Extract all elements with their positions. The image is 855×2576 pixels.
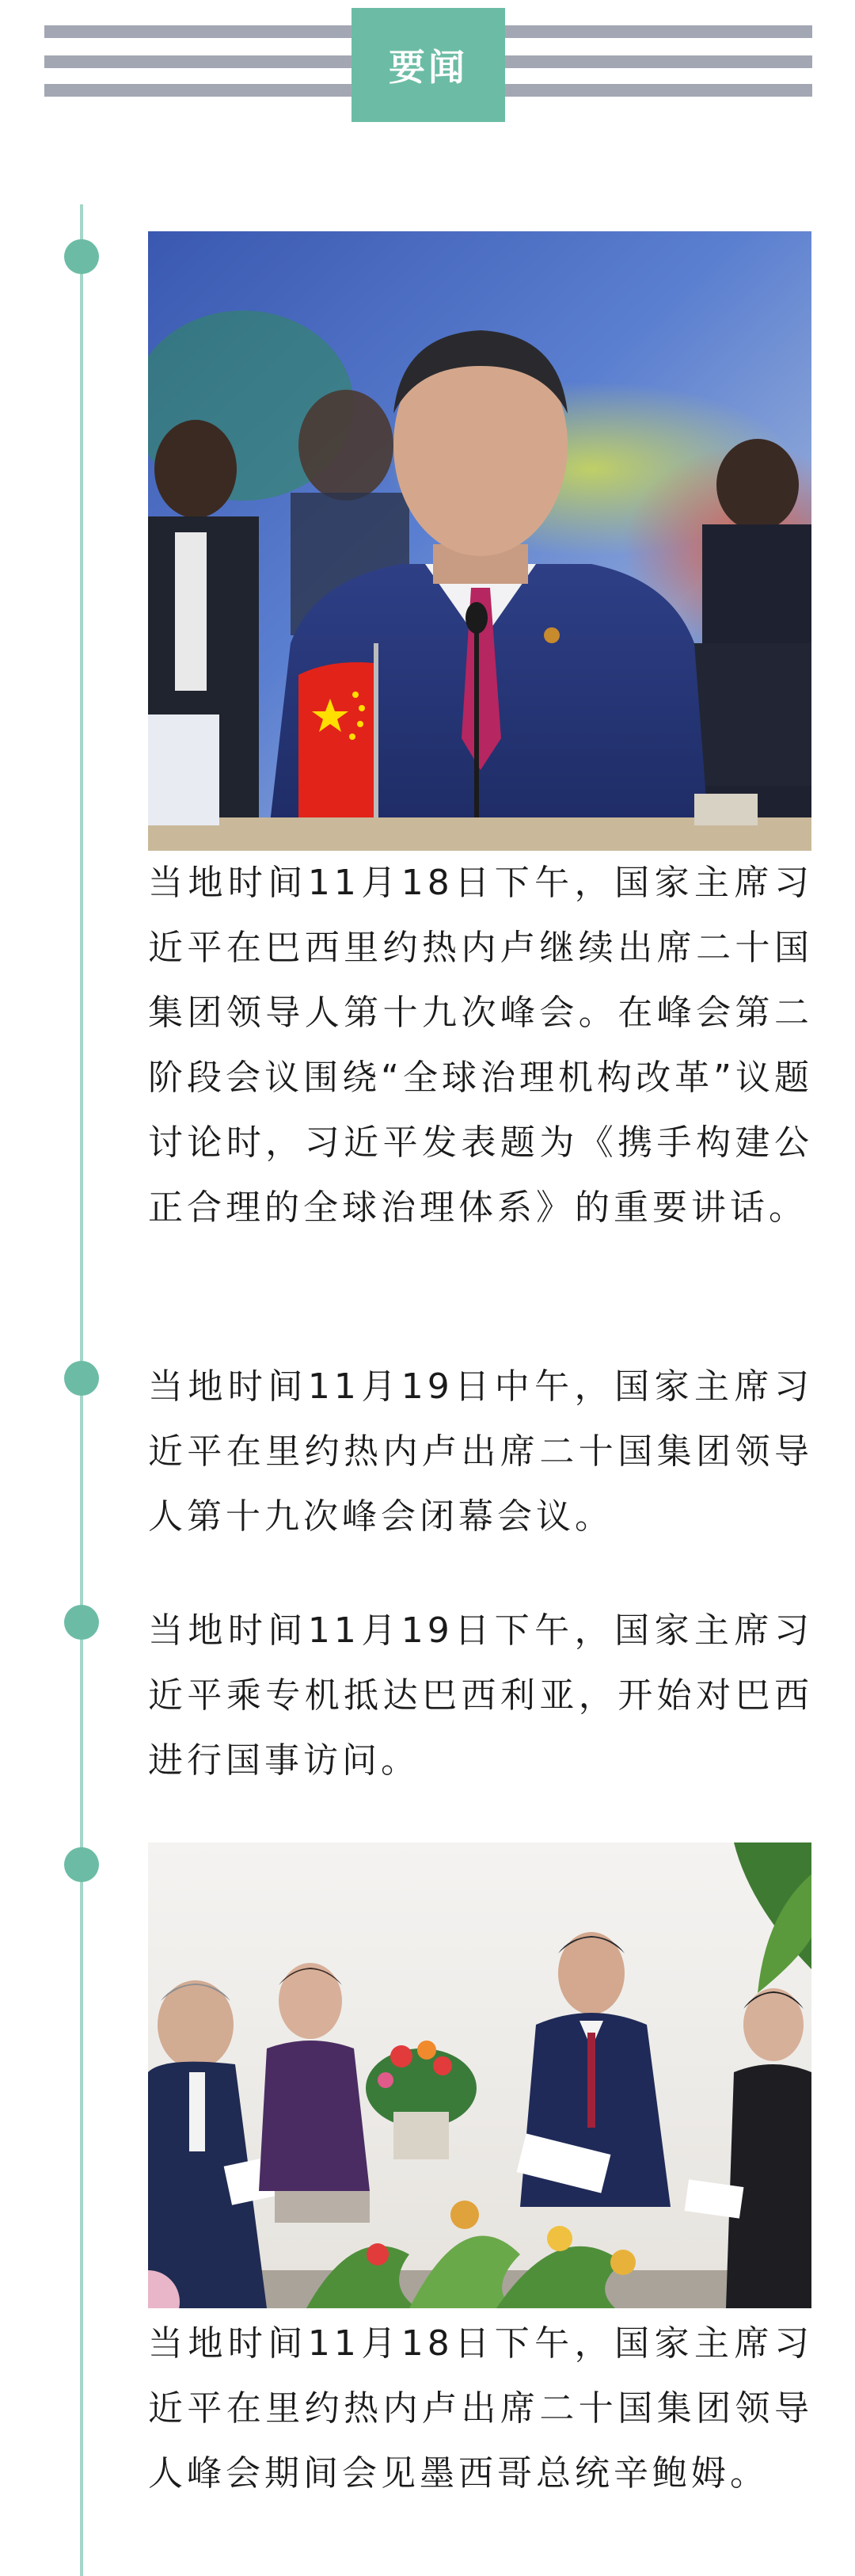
news-caption: 当地时间11月19日下午，国家主席习近平乘专机抵达巴西利亚，开始对巴西进行国事访问。 xyxy=(148,1610,813,1781)
timeline-dot xyxy=(64,1605,99,1640)
section-header xyxy=(0,0,855,135)
timeline-dot xyxy=(64,239,99,274)
timeline-dot xyxy=(64,1847,99,1882)
section-title: 要闻 xyxy=(352,8,505,122)
news-caption: 当地时间11月19日中午，国家主席习近平在里约热内卢出席二十国集团领导人第十九次峰会闭幕会议。 xyxy=(148,1366,813,1537)
photo-illustration xyxy=(148,1842,811,2308)
news-photo-summit-speech[interactable] xyxy=(148,231,811,851)
photo-illustration xyxy=(148,231,811,851)
news-caption: 当地时间11月18日下午，国家主席习近平在里约热内卢出席二十国集团领导人峰会期间会见墨西哥总统辛鲍姆。 xyxy=(148,2323,813,2494)
news-photo-bilateral-meeting[interactable] xyxy=(148,1842,811,2308)
news-caption: 当地时间11月18日下午，国家主席习近平在巴西里约热内卢继续出席二十国集团领导人第十九次峰会。在峰会第二阶段会议围绕“全球治理机构改革”议题讨论时，习近平发表题为《携手构建公正合理的全球治理体系》的重要讲话。 xyxy=(148,863,813,1228)
timeline-dot xyxy=(64,1361,99,1396)
